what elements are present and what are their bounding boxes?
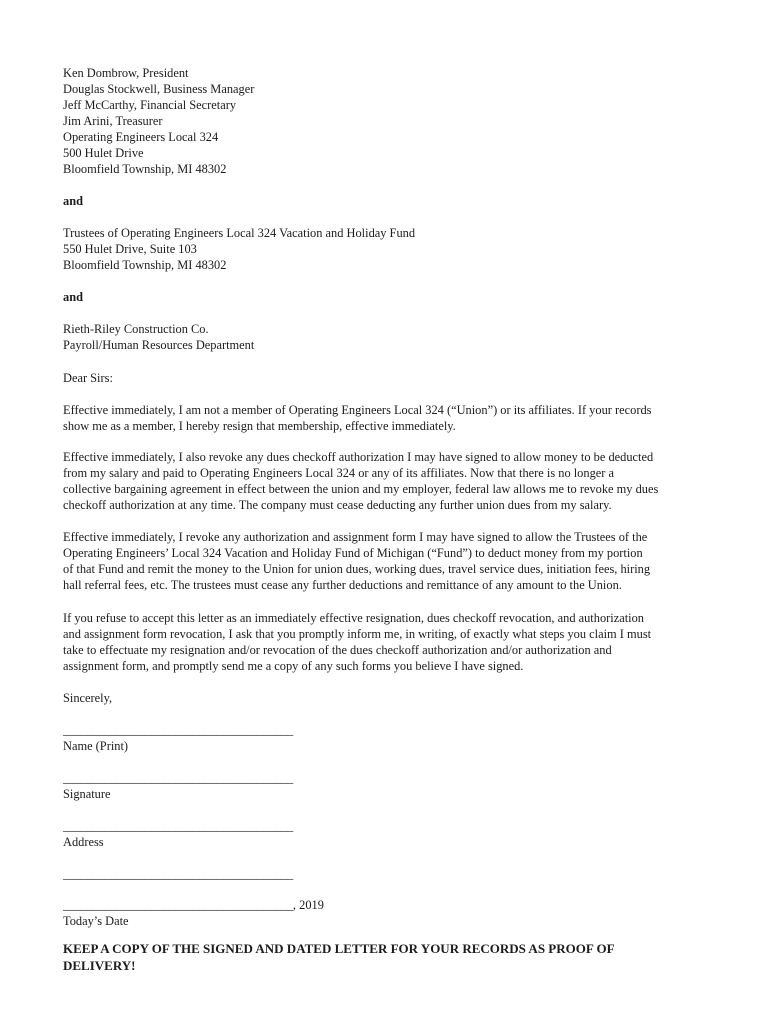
recipient-line: 500 Hulet Drive: [63, 146, 144, 160]
signature-blank-line[interactable]: _______________________________________: [63, 771, 293, 785]
paragraph-line: and assignment form revocation, I ask that you promptly inform me, in writing, of exactly what steps you claim I must: [63, 627, 652, 641]
date-blank-line[interactable]: _______________________________________: [63, 898, 293, 912]
and-separator: and: [63, 290, 83, 304]
paragraph-line: of that Fund and remit the money to the Union for union dues, working dues, travel service dues, initiation fees, hiring: [63, 562, 651, 576]
recipient-line: Payroll/Human Resources Department: [63, 338, 255, 352]
paragraph-line: assignment form, and promptly send me a copy of any such forms you believe I have signed.: [63, 659, 524, 673]
recipient-block-union: [63, 65, 713, 177]
salutation: Dear Sirs:: [63, 371, 113, 385]
and-separator: and: [63, 194, 83, 208]
name-blank-line[interactable]: _______________________________________: [63, 723, 293, 737]
paragraph-line: take to effectuate my resignation and/or revocation of the dues checkoff authorization and/or authorization and: [63, 643, 612, 657]
final-notice-line: DELIVERY!: [63, 958, 136, 973]
final-notice: [63, 940, 713, 974]
paragraph-line: Effective immediately, I also revoke any dues checkoff authorization I may have signed to allow money to be deducted: [63, 450, 654, 464]
recipient-line: Douglas Stockwell, Business Manager: [63, 82, 255, 96]
recipient-line: Jeff McCarthy, Financial Secretary: [63, 98, 237, 112]
paragraph-line: checkoff authorization at any time. The company must cease deducting any further union dues from my salary.: [63, 498, 612, 512]
paragraph-refusal: [63, 610, 713, 674]
name-label: Name (Print): [63, 739, 129, 753]
paragraph-line: hall referral fees, etc. The trustees must cease any further deductions and remittance of any amount to the Union.: [63, 578, 622, 592]
paragraph-dues-revocation: [63, 449, 713, 513]
paragraph-line: collective bargaining agreement in effect between the union and my employer, federal law allows me to revoke my dues: [63, 482, 659, 496]
paragraph-line: show me as a member, I hereby resign that membership, effective immediately.: [63, 419, 456, 433]
signature-label: Signature: [63, 787, 111, 801]
paragraph-resignation: [63, 402, 713, 434]
recipient-line: Trustees of Operating Engineers Local 324 Vacation and Holiday Fund: [63, 226, 416, 240]
paragraph-line: Operating Engineers’ Local 324 Vacation and Holiday Fund of Michigan (“Fund”) to deduct money from my portion: [63, 546, 643, 560]
address-field[interactable]: [63, 818, 713, 850]
recipient-line: 550 Hulet Drive, Suite 103: [63, 242, 197, 256]
signature-field[interactable]: [63, 770, 713, 802]
recipient-block-trustees: [63, 225, 713, 273]
address-blank-line-2[interactable]: _______________________________________: [63, 867, 293, 881]
address-field-second-line[interactable]: [63, 866, 713, 882]
recipient-line: Bloomfield Township, MI 48302: [63, 162, 227, 176]
date-label: Today’s Date: [63, 914, 129, 928]
address-blank-line[interactable]: _______________________________________: [63, 819, 293, 833]
closing: Sincerely,: [63, 691, 113, 705]
date-year: , 2019: [292, 898, 324, 912]
address-label: Address: [63, 835, 104, 849]
recipient-block-employer: [63, 321, 713, 353]
paragraph-fund-revocation: [63, 529, 713, 593]
date-line-row: [63, 897, 713, 913]
recipient-line: Bloomfield Township, MI 48302: [63, 258, 227, 272]
final-notice-line: KEEP A COPY OF THE SIGNED AND DATED LETTER FOR YOUR RECORDS AS PROOF OF: [63, 941, 615, 956]
recipient-line: Rieth-Riley Construction Co.: [63, 322, 209, 336]
paragraph-line: from my salary and paid to Operating Engineers Local 324 or any of its affiliates. Now that there is no longer a: [63, 466, 614, 480]
recipient-line: Jim Arini, Treasurer: [63, 114, 163, 128]
recipient-line: Ken Dombrow, President: [63, 66, 189, 80]
paragraph-line: If you refuse to accept this letter as an immediately effective resignation, dues checkoff revocation, and authorization: [63, 611, 644, 625]
name-field[interactable]: [63, 722, 713, 754]
paragraph-line: Effective immediately, I revoke any authorization and assignment form I may have signed to allow the Trustees of the: [63, 530, 648, 544]
date-field[interactable]: [63, 897, 713, 929]
recipient-line: Operating Engineers Local 324: [63, 130, 219, 144]
paragraph-line: Effective immediately, I am not a member of Operating Engineers Local 324 (“Union”) or its affiliates. If your records: [63, 403, 652, 417]
